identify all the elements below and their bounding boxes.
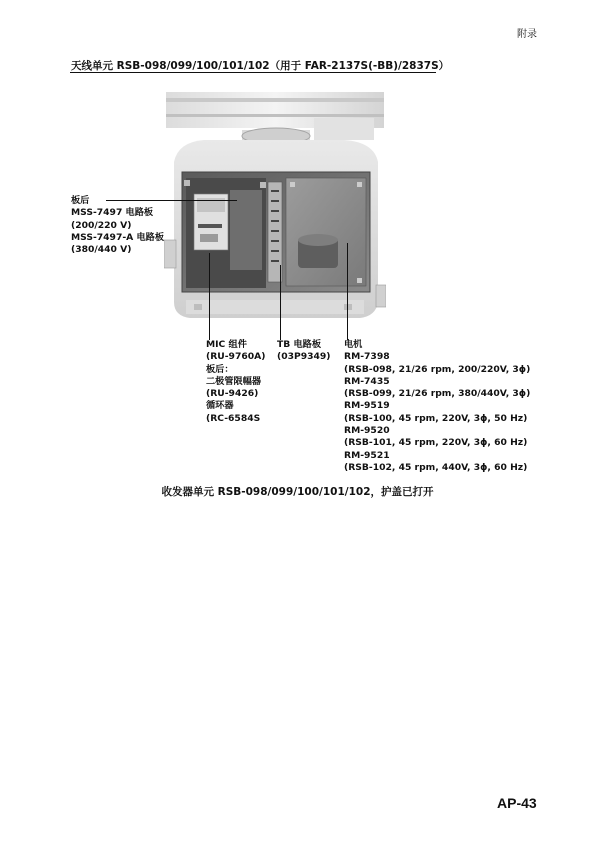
motor-label-line: RM-9521 bbox=[344, 449, 390, 461]
motor-label-line: (RSB-101, 45 rpm, 220V, 3ϕ, 60 Hz) bbox=[344, 437, 528, 449]
motor-label-line: RM-7435 bbox=[344, 375, 390, 387]
motor-label-line: (RSB-098, 21/26 rpm, 200/220V, 3ϕ) bbox=[344, 363, 531, 375]
tb-leader-line bbox=[280, 265, 281, 340]
board-label-line: MSS-7497 电路板 bbox=[71, 207, 154, 219]
mic-label bbox=[206, 339, 265, 425]
motor-label-line: (RSB-100, 45 rpm, 220V, 3ϕ, 50 Hz) bbox=[344, 412, 528, 424]
section-header: 附录 bbox=[517, 29, 537, 40]
tb-label bbox=[277, 339, 331, 364]
tb-label-line: TB 电路板 bbox=[277, 339, 322, 350]
board-label bbox=[71, 195, 164, 256]
transceiver-unit-photo bbox=[164, 90, 386, 325]
title-underline bbox=[70, 72, 436, 73]
mic-label-line: (RU-9760A) bbox=[206, 351, 266, 363]
motor-label-line: RM-9519 bbox=[344, 400, 390, 412]
mic-leader-line bbox=[209, 253, 210, 340]
mic-label-line: (RC-6584S bbox=[206, 412, 261, 424]
motor-label-line: 电机 bbox=[344, 339, 363, 350]
board-label-line: 板后 bbox=[71, 195, 90, 206]
mic-label-line: MIC 组件 bbox=[206, 339, 247, 350]
board-label-line: MSS-7497-A 电路板 bbox=[71, 231, 165, 243]
page-number: AP-43 bbox=[497, 795, 537, 811]
motor-label-line: (RSB-102, 45 rpm, 440V, 3ϕ, 60 Hz) bbox=[344, 461, 528, 473]
motor-label-line: (RSB-099, 21/26 rpm, 380/440V, 3ϕ) bbox=[344, 388, 531, 400]
page-title: 天线单元 RSB-098/099/100/101/102（用于 FAR-2137S(-BB)/2837S） bbox=[71, 60, 450, 72]
mic-label-line: (RU-9426) bbox=[206, 388, 259, 400]
motor-leader-line bbox=[347, 243, 348, 340]
motor-label-line: RM-9520 bbox=[344, 425, 390, 437]
figure-caption: 收发器单元 RSB-098/099/100/101/102，护盖已打开 bbox=[161, 486, 434, 498]
mic-label-line: 循环器 bbox=[206, 400, 234, 412]
motor-label-line: RM-7398 bbox=[344, 351, 390, 363]
mic-label-line: 二极管限幅器 bbox=[206, 375, 262, 387]
motor-label bbox=[344, 339, 530, 474]
board-label-line: (380/440 V) bbox=[71, 244, 132, 256]
board-label-line: (200/220 V) bbox=[71, 219, 132, 231]
mic-label-line: 板后： bbox=[206, 363, 234, 375]
tb-label-line: (03P9349) bbox=[277, 351, 331, 363]
